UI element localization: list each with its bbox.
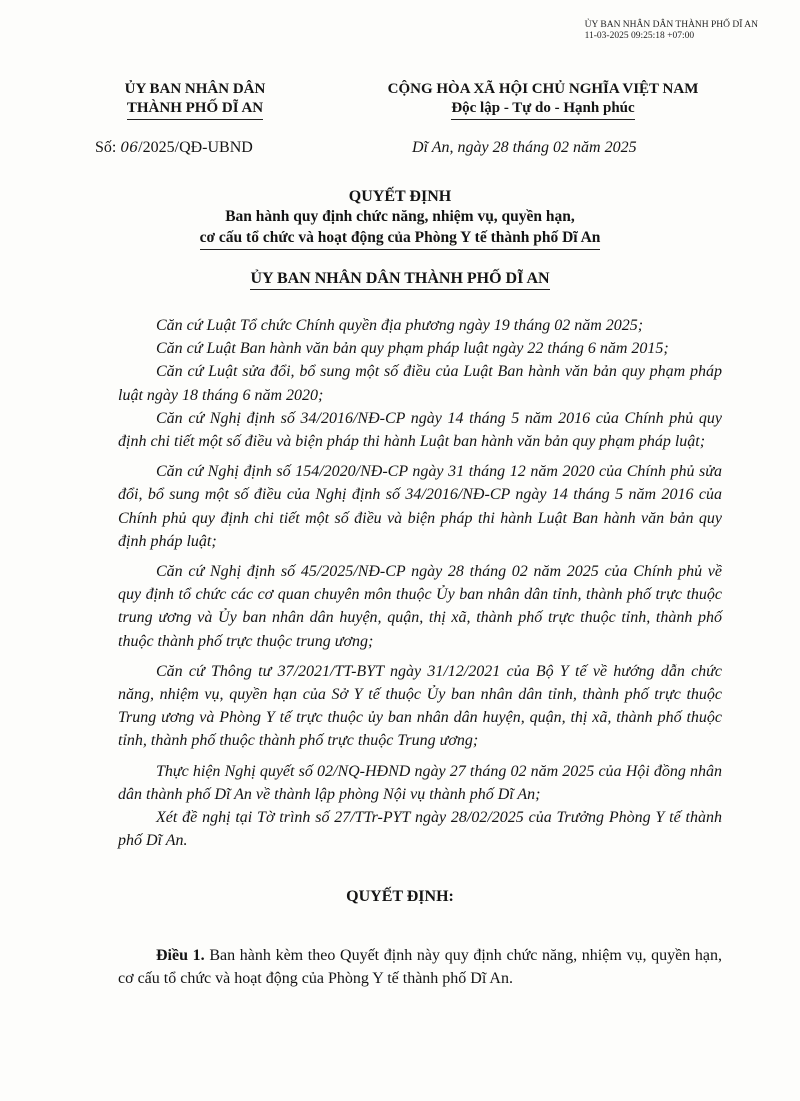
stamp-signer: ỦY BAN NHÂN DÂN THÀNH PHỐ DĨ AN bbox=[584, 20, 758, 30]
place-and-date: Dĩ An, ngày 28 tháng 02 năm 2025 bbox=[412, 139, 637, 156]
issuing-authority: ỦY BAN NHÂN DÂN THÀNH PHỐ DĨ AN bbox=[0, 270, 800, 290]
document-type-title: QUYẾT ĐỊNH bbox=[348, 188, 452, 205]
ground-item: Căn cứ Luật Ban hành văn bản quy phạm pháp luật ngày 22 tháng 6 năm 2015; bbox=[156, 340, 669, 358]
ground-item: Xét đề nghị tại Tờ trình số 27/TTr-PYT ngày 28/02/2025 của Trưởng Phòng Y tế thành phố Dĩ An. bbox=[118, 809, 722, 850]
legal-grounds bbox=[118, 314, 722, 852]
article-1-label: Điều 1. bbox=[156, 947, 205, 964]
document-subject bbox=[0, 206, 800, 250]
ground-item: Căn cứ Nghị định số 34/2016/NĐ-CP ngày 14 tháng 5 năm 2016 của Chính phủ quy định chi tiết một số điều và biện pháp thi hành Luật ban hành văn bản quy phạm pháp luật; bbox=[118, 409, 722, 451]
digital-signature-stamp bbox=[585, 20, 758, 42]
article-1 bbox=[118, 944, 722, 990]
motto: Độc lập - Tự do - Hạnh phúc bbox=[451, 99, 634, 120]
document-number bbox=[95, 139, 253, 157]
doc-number-suffix: /2025/QĐ-UBND bbox=[138, 139, 253, 156]
ground-item: Căn cứ Nghị định số 45/2025/NĐ-CP ngày 28 tháng 02 năm 2025 của Chính phủ về quy định tổ chức các cơ quan chuyên môn thuộc Ủy ban nhân dân tỉnh, thành phố trực thuộc trung ương và Ủy ban nhân dân huyện, quận, thị xã, thành phố trực thuộc tỉnh, thành phố thuộc thành phố trực thuộc trung ương; bbox=[118, 563, 722, 650]
issuing-agency bbox=[100, 80, 290, 120]
agency-line-1: ỦY BAN NHÂN DÂN bbox=[124, 81, 266, 97]
stamp-timestamp: 11-03-2025 09:25:18 +07:00 bbox=[584, 31, 695, 41]
ground-item: Thực hiện Nghị quyết số 02/NQ-HĐND ngày 27 tháng 02 năm 2025 của Hội đồng nhân dân thành phố Dĩ An về thành lập phòng Nội vụ thành phố Dĩ An; bbox=[118, 762, 722, 803]
subject-line-2: cơ cấu tổ chức và hoạt động của Phòng Y tế thành phố Dĩ An bbox=[200, 227, 601, 250]
subject-line-1: Ban hành quy định chức năng, nhiệm vụ, quyền hạn, bbox=[225, 208, 575, 225]
agency-line-2: THÀNH PHỐ DĨ AN bbox=[127, 99, 263, 120]
article-1-text: Ban hành kèm theo Quyết định này quy định chức năng, nhiệm vụ, quyền hạn, cơ cấu tổ chức và hoạt động của Phòng Y tế thành phố Dĩ An. bbox=[118, 947, 723, 987]
ground-item: Căn cứ Luật Tổ chức Chính quyền địa phương ngày 19 tháng 02 năm 2025; bbox=[156, 317, 644, 334]
ground-item: Căn cứ Nghị định số 154/2020/NĐ-CP ngày 31 tháng 12 năm 2020 của Chính phủ sửa đổi, bổ sung một số điều của Nghị định số 34/2016/NĐ-CP ngày 14 tháng 5 năm 2016 của Chính phủ quy định chi tiết một số điều và biện pháp thi hành Luật Ban hành văn bản quy định pháp luật; bbox=[118, 463, 722, 550]
national-motto bbox=[350, 80, 736, 120]
doc-number-prefix: Số: bbox=[95, 139, 117, 156]
doc-number-handwritten: 06 bbox=[120, 140, 139, 156]
decision-heading: QUYẾT ĐỊNH: bbox=[346, 888, 454, 905]
country-name: CỘNG HÒA XÃ HỘI CHỦ NGHĨA VIỆT NAM bbox=[387, 81, 699, 97]
ground-item: Căn cứ Luật sửa đổi, bổ sung một số điều của Luật Ban hành văn bản quy phạm pháp luật ngày 18 tháng 6 năm 2020; bbox=[118, 363, 722, 404]
ground-item: Căn cứ Thông tư 37/2021/TT-BYT ngày 31/12/2021 của Bộ Y tế về hướng dẫn chức năng, nhiệm vụ, quyền hạn của Sở Y tế thuộc Ủy ban nhân dân tỉnh, thành phố trực thuộc Trung ương và Phòng Y tế trực thuộc ủy ban nhân dân huyện, quận, thị xã, thành phố thuộc tỉnh, thành phố thuộc thành phố trực thuộc Trung ương; bbox=[118, 662, 722, 750]
